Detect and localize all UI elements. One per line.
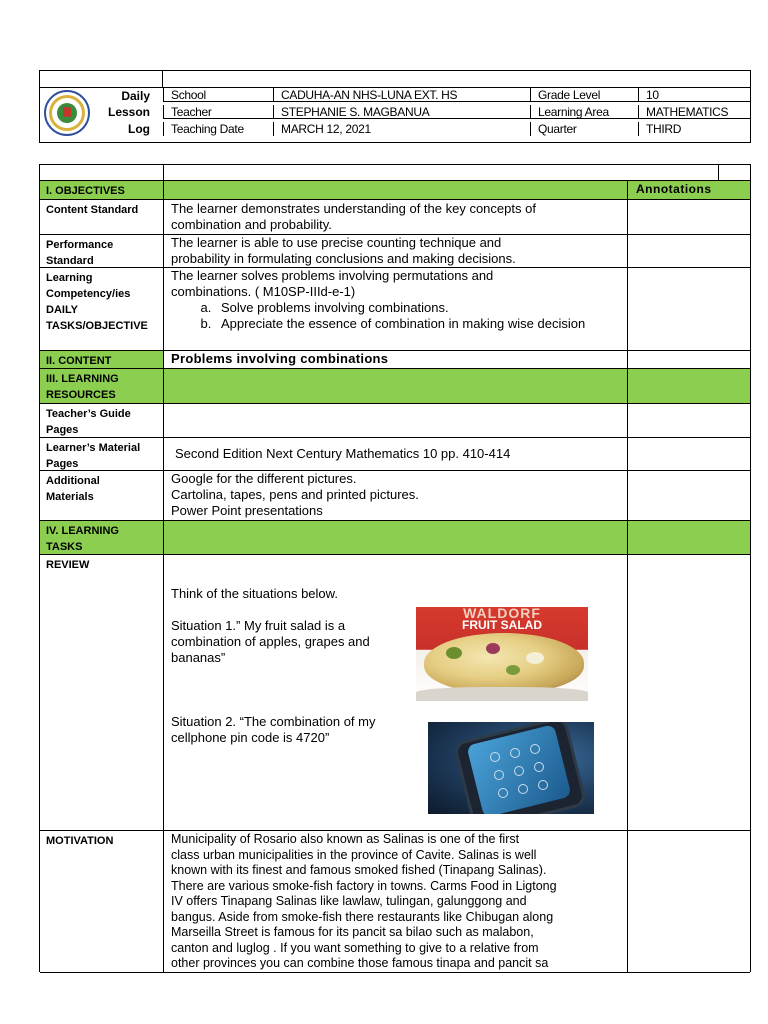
performance-standard-label-2: Standard [46, 255, 94, 267]
learning-resources-heading-1: III. LEARNING [46, 373, 119, 385]
deped-seal-logo [44, 90, 90, 136]
lesson-label: Lesson [107, 105, 150, 119]
teachers-guide-label-1: Teacher’s Guide [46, 408, 131, 420]
competency-label-1: Learning [46, 272, 93, 284]
fruit-salad-image [416, 607, 588, 701]
learning-area-label: Learning Area [530, 105, 638, 119]
competency-label-4: TASKS/OBJECTIVE [46, 320, 148, 332]
quarter-value: THIRD [638, 122, 751, 136]
content-heading: II. CONTENT [40, 351, 164, 368]
additional-materials-row [40, 471, 750, 521]
top-empty-row [40, 165, 750, 181]
teaching-date-label: Teaching Date [163, 122, 273, 136]
learning-resources-heading-2: RESOURCES [46, 389, 116, 401]
motivation-label: MOTIVATION [40, 831, 164, 972]
content-topic: Problems involving combinations [164, 351, 628, 368]
motivation-line-3: known with its finest and famous smoked fished (Tinapang Salinas). [171, 863, 547, 877]
additional-material-1: Google for the different pictures. [171, 471, 357, 486]
competency-label-2: Competency/ies [46, 288, 131, 300]
teaching-date-value: MARCH 12, 2021 [273, 122, 530, 136]
content-standard-line-2: combination and probability. [171, 217, 332, 232]
learning-competency-row [40, 268, 750, 351]
content-standard-line-1: The learner demonstrates understanding of the key concepts of [171, 201, 536, 216]
performance-standard-line-1: The learner is able to use precise counting technique and [171, 235, 502, 250]
fruit-salad-title: FRUIT SALAD [462, 618, 542, 632]
additional-material-2: Cartolina, tapes, pens and printed pictures. [171, 487, 419, 502]
objectives-heading: I. OBJECTIVES [40, 181, 164, 199]
motivation-line-5: IV offers Tinapang Salinas like lawlaw, tulingan, galunggong and [171, 894, 527, 908]
grade-level-label: Grade Level [530, 88, 638, 102]
learning-resources-row [40, 369, 750, 404]
grade-level-value: 10 [638, 88, 751, 102]
review-intro: Think of the situations below. [171, 586, 338, 601]
content-standard-label: Content Standard [40, 200, 164, 234]
daily-label: Daily [121, 89, 150, 103]
situation2-line-1: Situation 2. “The combination of my [171, 714, 376, 729]
motivation-line-9: other provinces you can combine those famous tinapa and pancit sa [171, 956, 549, 970]
motivation-row [40, 831, 750, 973]
teachers-guide-label-2: Pages [46, 424, 79, 436]
learning-area-value: MATHEMATICS [638, 105, 751, 119]
header-top-strip [40, 71, 750, 88]
objectives-row [40, 181, 750, 200]
quarter-label: Quarter [530, 122, 638, 136]
performance-standard-label-1: Performance [46, 239, 114, 251]
motivation-line-4: There are various smoke-fish factory in towns. Carms Food in Ligtong [171, 878, 557, 893]
competency-label-3: DAILY [46, 304, 78, 316]
review-row [40, 555, 750, 831]
situation1-line-1: Situation 1.” My fruit salad is a [171, 618, 346, 633]
teacher-label: Teacher [163, 105, 273, 119]
additional-material-3: Power Point presentations [171, 503, 323, 518]
header-info-grid [163, 87, 751, 143]
competency-line-2: combinations. ( M10SP-IIId-e-1) [171, 284, 356, 299]
learners-material-value: Second Edition Next Century Mathematics 10 pp. 410-414 [164, 438, 628, 470]
learners-material-label-1: Learner’s Material [46, 442, 141, 454]
content-row [40, 351, 750, 369]
lesson-log-table [39, 164, 751, 972]
learning-tasks-heading-1: IV. LEARNING [46, 525, 119, 537]
teacher-value: STEPHANIE S. MAGBANUA [273, 105, 530, 119]
learning-tasks-heading-2: TASKS [46, 541, 83, 553]
learners-material-label-2: Pages [46, 458, 79, 470]
performance-standard-line-2: probability in formulating conclusions and making decisions. [171, 251, 516, 266]
school-value: CADUHA-AN NHS-LUNA EXT. HS [273, 88, 530, 102]
motivation-line-8: canton and luglog . If you want something to give to a relative from [171, 940, 539, 955]
situation1-line-3: bananas” [171, 650, 226, 665]
additional-materials-label-2: Materials [46, 491, 94, 503]
motivation-line-7: Marseilla Street is famous for its pancit sa bilao such as malabon, [171, 925, 534, 939]
header-table [39, 70, 751, 143]
learners-material-row [40, 438, 750, 471]
situation2-line-2: cellphone pin code is 4720” [171, 730, 330, 745]
motivation-line-2: class urban municipalities in the province of Cavite. Salinas is well [171, 847, 537, 862]
competency-objectives-list [171, 300, 620, 332]
learning-tasks-row [40, 521, 750, 555]
review-label: REVIEW [40, 555, 164, 830]
school-label: School [163, 88, 273, 102]
teachers-guide-row [40, 404, 750, 438]
competency-item-a: a. Solve problems involving combinations. [215, 300, 620, 316]
annotations-heading: Annotations [628, 181, 750, 199]
content-standard-row [40, 200, 750, 235]
competency-line-1: The learner solves problems involving permutations and [171, 268, 494, 283]
performance-standard-row [40, 235, 750, 268]
cellphone-pin-image [428, 722, 594, 814]
motivation-line-6: bangus. Aside from smoke-fish there restaurants like Chibugan along [171, 909, 554, 924]
fruit-salad-brand: WALDORF [463, 607, 541, 621]
situation1-line-2: combination of apples, grapes and [171, 634, 370, 649]
additional-materials-label-1: Additional [46, 475, 100, 487]
log-label: Log [128, 122, 150, 136]
competency-item-b: b. Appreciate the essence of combination in making wise decision [215, 316, 620, 332]
motivation-line-1: Municipality of Rosario also known as Salinas is one of the first [171, 832, 520, 846]
